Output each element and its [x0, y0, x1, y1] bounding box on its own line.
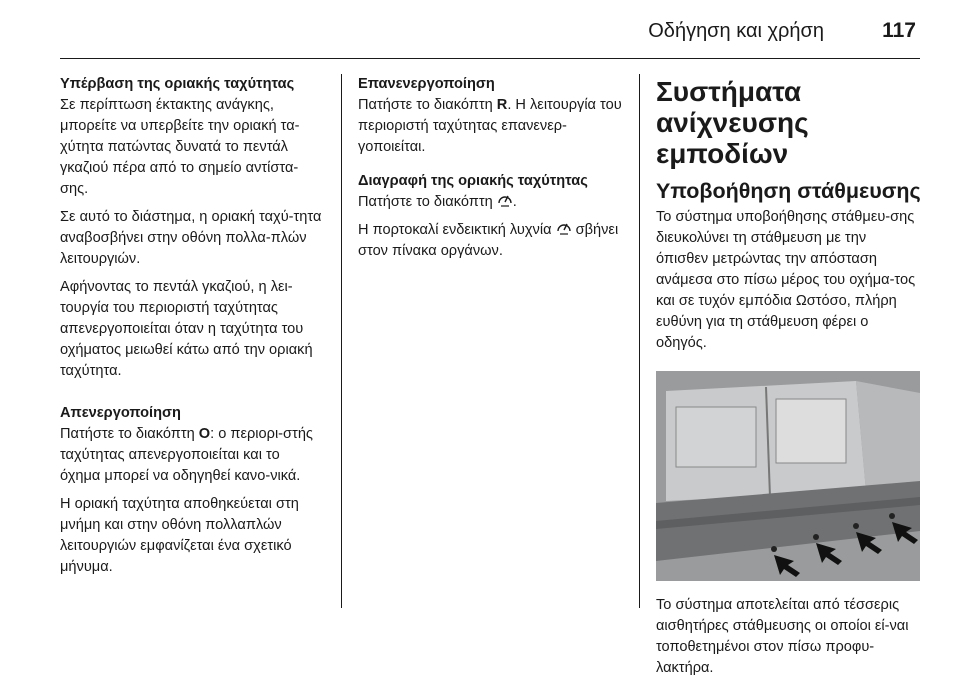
column-divider [639, 74, 640, 608]
column-1 [60, 74, 324, 585]
paragraph: Πατήστε το διακόπτη O: ο περιορι-στής ταχύτητας απενεργοποιείται και το όχημα μπορεί να οδηγηθεί κανο-νικά. [60, 426, 313, 484]
section-title-parking-assist: Υποβοήθηση στάθμευσης [656, 179, 921, 203]
running-title: Οδήγηση και χρήση [648, 20, 824, 42]
switch-key-r: R [496, 97, 508, 113]
page-number: 117 [882, 19, 916, 42]
paragraph: Η πορτοκαλί ενδεικτική λυχνία σβήνει στον πίνακα οργάνων. [358, 222, 619, 259]
paragraph: Το σύστημα υποβοήθησης στάθμευ-σης διευκολύνει τη στάθμευση με την όπισθεν μετρώντας την απόσταση ανάμεσα στο πίσω μέρος του οχήμα-τος και σε τυχόν εμπόδια Ωστόσο, πλήρη ευθύνη για τη στάθμευση φέρει ο οδηγός. [656, 209, 916, 351]
paragraph: Αφήνοντας το πεντάλ γκαζιού, η λει-τουργία του περιοριστή ταχύτητας απενεργοποιείται όταν η ταχύτητα του οχήματος μειωθεί κάτω από την οριακή ταχύτητα. [60, 279, 313, 379]
paragraph: Η οριακή ταχύτητα αποθηκεύεται στη μνήμη και στην οθόνη πολλαπλών λειτουργιών εμφανίζεται ένα σχετικό μήνυμα. [60, 496, 299, 575]
paragraph: Το σύστημα αποτελείται από τέσσερις αισθητήρες στάθμευσης οι οποίοι εί-ναι τοποθετημένοι στον πίσω προφυ-λακτήρα. [656, 597, 909, 676]
section-heading-deactivation: Απενεργοποίηση [60, 405, 181, 421]
section-heading-reactivation: Επανενεργοποίηση [358, 76, 495, 92]
section-heading-exceed-limit: Υπέρβαση της οριακής ταχύτητας [60, 76, 295, 92]
paragraph: Πατήστε το διακόπτη R. Η λειτουργία του περιοριστή ταχύτητας επανενερ-γοποιείται. [358, 97, 622, 155]
rear-bumper-sensors-photo [656, 371, 920, 581]
column-3 [656, 74, 922, 686]
speed-limiter-icon [497, 192, 513, 208]
paragraph: Σε περίπτωση έκτακτης ανάγκης, μπορείτε να υπερβείτε την οριακή τα-χύτητα πατώντας δυνατά το πεντάλ γκαζιού πέρα από το σημείο αντίστα-σης. [60, 97, 300, 197]
switch-key-o: O [198, 426, 211, 442]
page-header [60, 0, 920, 59]
chapter-title: Συστήματα ανίχνευσης εμποδίων [656, 76, 809, 169]
section-heading-delete-limit: Διαγραφή της οριακής ταχύτητας [358, 173, 588, 189]
paragraph: Σε αυτό το διάστημα, η οριακή ταχύ-τητα αναβοσβήνει στην οθόνη πολλα-πλών λειτουργιών. [60, 209, 322, 267]
column-2 [358, 74, 624, 269]
speed-limiter-icon [556, 220, 572, 236]
column-divider [341, 74, 342, 608]
paragraph: Πατήστε το διακόπτη . [358, 194, 517, 210]
